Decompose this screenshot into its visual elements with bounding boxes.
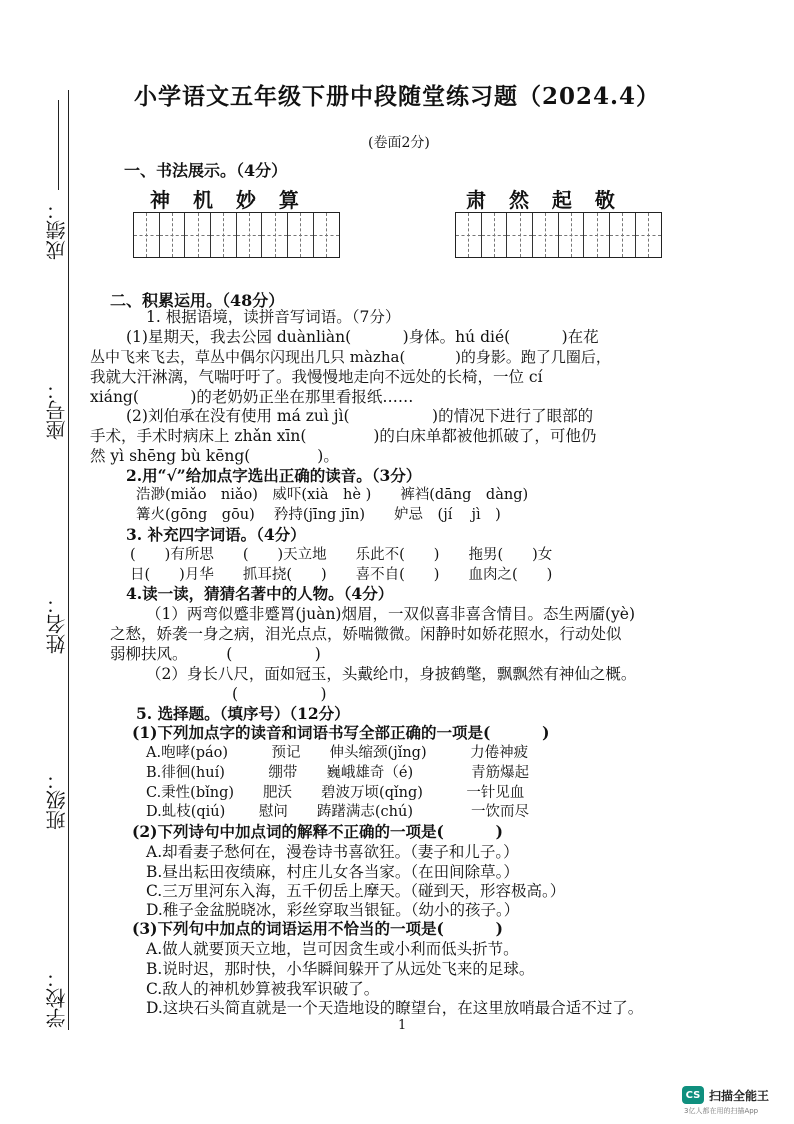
q5-2-option: B.昼出耘田夜绩麻，村庄儿女各当家。（在田间除草。） (146, 863, 519, 881)
q5-3-option: B.说时迟，那时快，小华瞬间躲开了从远处飞来的足球。 (146, 960, 535, 978)
q1-line: xiáng( )的老奶奶正坐在那里看报纸…… (90, 388, 414, 406)
q4-line: ( ) (170, 685, 327, 703)
score-blank-line (58, 100, 59, 190)
section-1-heading: 一、书法展示。（4分） (124, 161, 288, 180)
neatness-score-note: (卷面2分) (368, 135, 430, 151)
q5-2-option: C.三万里河东入海，五千仞岳上摩天。（碰到天，形容极高。） (146, 882, 566, 900)
q5-1-option: C.秉性(bǐng) 肥沃 碧波万顷(qǐng) 一针见血 (146, 785, 525, 801)
q5-1-option: B.徘徊(huí) 绷带 巍峨雄奇（é) 青筋爆起 (146, 765, 530, 781)
q1-line: (1)星期天，我去公园 duànliàn( )身体。hú dié( )在花 (126, 328, 599, 346)
q5-2-option: D.稚子金盆脱晓冰，彩丝穿取当银钲。（幼小的孩子。） (146, 901, 520, 919)
camscanner-logo-icon: CS (682, 1086, 704, 1104)
writing-grid-right[interactable] (455, 212, 662, 258)
q1-line: 手术，手术时病床上 zhǎn xīn( )的白床单都被他抓破了，可他仍 (90, 427, 597, 445)
q1-line: 丛中飞来飞去，草丛中偶尔闪现出几只 màzha( )的身影。跑了几圈后， (90, 348, 611, 366)
q4-line: 之愁，娇袭一身之病，泪光点点，娇喘微微。闲静时如娇花照水，行动处似 (110, 625, 622, 643)
question-2-heading: 2.用“√”给加点字选出正确的读音。（3分） (126, 466, 422, 485)
section-2-heading: 二、积累运用。（48分） (110, 291, 285, 310)
q1-line: 我就大汗淋漓，气喘吁吁了。我慢慢地走向不远处的长椅，一位 cí (90, 368, 543, 386)
q2-line: 浩渺(miǎo niǎo) 威吓(xià hè ) 裤裆(dāng dàng) (136, 487, 529, 503)
q5-3-heading: (3)下列句中加点的词语运用不恰当的一项是( ) (132, 919, 504, 938)
copy-word-left: 神 机 妙 算 (150, 188, 307, 212)
scanner-watermark (682, 1086, 769, 1104)
writing-grid-left[interactable] (133, 212, 340, 258)
score-label: 成绩： (45, 200, 69, 260)
q5-1-option: A.咆哮(páo) 预记 伸头缩颈(jǐng) 力倦神疲 (146, 745, 529, 761)
scanner-tagline: 3亿人都在用的扫描App (684, 1107, 759, 1115)
q5-3-option: D.这块石头简直就是一个天造地设的瞭望台，在这里放哨最合适不过了。 (146, 999, 644, 1017)
question-1-heading: 1. 根据语境，读拼音写词语。（7分） (146, 308, 401, 326)
q4-line: 弱柳扶风。 ( ) (110, 645, 321, 663)
q4-line: （1）两弯似蹙非蹙罥(juàn)烟眉，一双似喜非喜含情目。态生两靥(yè) (146, 605, 635, 623)
name-label: 姓名： (45, 594, 69, 654)
question-3-heading: 3. 补充四字词语。（4分） (126, 525, 306, 544)
q3-line: 日( )月华 抓耳挠( ) 喜不自( ) 血肉之( ) (130, 567, 553, 583)
school-label: 学校： (45, 968, 69, 1028)
q1-line: (2)刘伯承在没有使用 má zuì jì( )的情况下进行了眼部的 (126, 407, 594, 425)
q5-3-option: C.敌人的神机妙算被我军识破了。 (146, 980, 380, 998)
question-5-heading: 5. 选择题。（填序号）（12分） (136, 704, 350, 723)
seat-number-label: 座号： (45, 380, 69, 440)
q5-2-option: A.却看妻子愁何在，漫卷诗书喜欲狂。（妻子和儿子。） (146, 843, 519, 861)
q5-2-heading: (2)下列诗句中加点词的解释不正确的一项是( ) (132, 822, 504, 841)
q5-3-option: A.做人就要顶天立地，岂可因贪生或小利而低头折节。 (146, 940, 519, 958)
scanner-app-name: 扫描全能王 (709, 1088, 770, 1103)
q5-1-heading: (1)下列加点字的读音和词语书写全部正确的一项是( ) (132, 723, 550, 742)
q1-line: 然 yì shēng bù kēng( )。 (90, 447, 339, 465)
q2-line: 篝火(gōng gōu) 矜持(jīng jīn) 妒忌 (jí jì ) (136, 507, 501, 523)
q4-line: （2）身长八尺，面如冠玉，头戴纶巾，身披鹤氅，飘飘然有神仙之概。 (146, 665, 637, 683)
page-number: 1 (398, 1018, 407, 1033)
question-4-heading: 4.读一读，猜猜名著中的人物。（4分） (126, 584, 394, 603)
class-label: 班级： (45, 770, 69, 830)
q3-line: ( )有所思 ( )天立地 乐此不( ) 拖男( )女 (130, 547, 553, 563)
copy-word-right: 肃 然 起 敬 (466, 188, 623, 212)
page-title: 小学语文五年级下册中段随堂练习题（2024.4） (133, 83, 661, 110)
q5-1-option: D.虬枝(qiú) 慰问 踌躇满志(chú) 一饮而尽 (146, 804, 530, 820)
